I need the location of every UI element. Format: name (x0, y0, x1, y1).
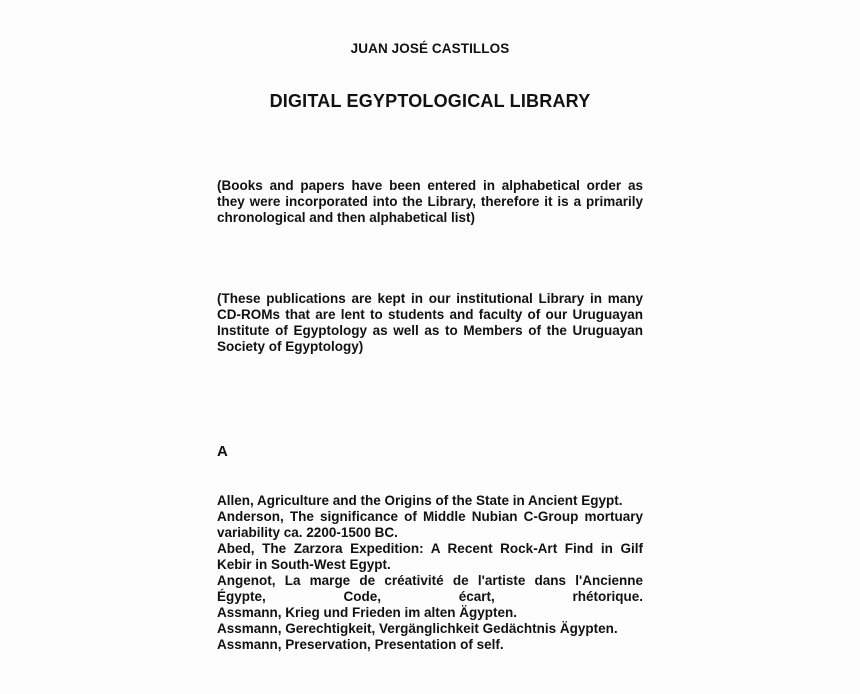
bibliography-entry-line: Égypte, Code, écart, rhétorique. (217, 589, 643, 604)
author-name: JUAN JOSÉ CASTILLOS (350, 41, 510, 56)
order-note: (Books and papers have been entered in alphabetical order as they were incorporated into the Library, therefore it is a primarily chronological and then alphabetical list) (217, 178, 643, 225)
document-title: DIGITAL EGYPTOLOGICAL LIBRARY (269, 91, 591, 111)
bibliography-entry: Assmann, Krieg und Frieden im alten Ägypten. (217, 605, 518, 620)
bibliography-entry (217, 573, 643, 605)
bibliography-entry: Allen, Agriculture and the Origins of the State in Ancient Egypt. (217, 493, 623, 508)
bibliography-list (217, 493, 643, 653)
bibliography-entry: Assmann, Preservation, Presentation of self. (217, 637, 504, 652)
bibliography-entry: Anderson, The significance of Middle Nubian C-Group mortuary variability ca. 2200-1500 BC. (217, 509, 643, 540)
bibliography-entry: Abed, The Zarzora Expedition: A Recent Rock-Art Find in Gilf Kebir in South-West Egypt. (217, 541, 643, 572)
bibliography-entry: Assmann, Gerechtigkeit, Vergänglichkeit Gedächtnis Ägypten. (217, 621, 618, 636)
bibliography-entry-line: Angenot, La marge de créativité de l'artiste dans l'Ancienne (217, 573, 643, 588)
section-letter-heading: A (217, 443, 228, 460)
location-note: (These publications are kept in our institutional Library in many CD-ROMs that are lent to students and faculty of our Uruguayan Institute of Egyptology as well as to Members of the Uruguayan Society of Egyptology) (217, 291, 643, 354)
